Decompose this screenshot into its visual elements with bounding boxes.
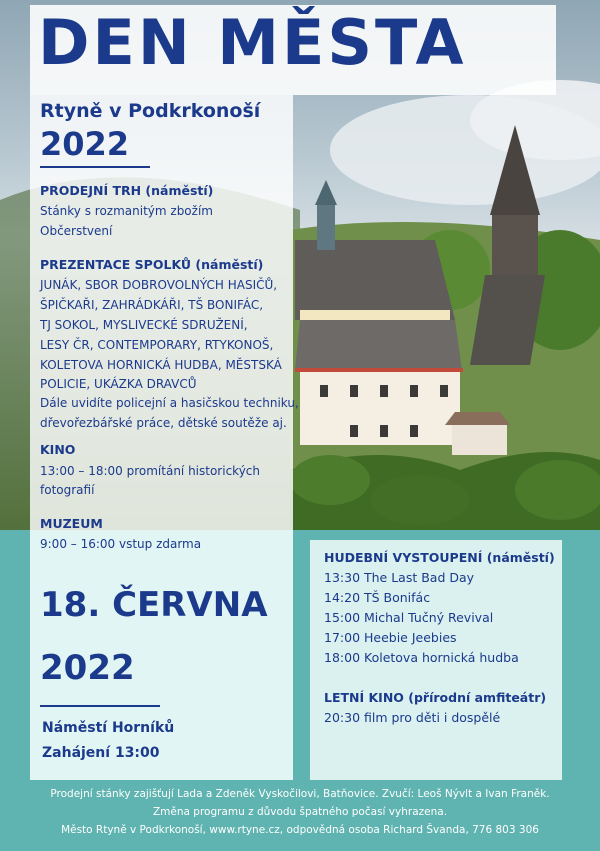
subtitle: Rtyně v Podkrkonoší <box>40 100 261 122</box>
date-underline <box>40 705 160 707</box>
spolky-line: JUNÁK, SBOR DOBROVOLNÝCH HASIČŮ, <box>40 278 278 292</box>
footer-line: Město Rtyně v Podkrkonoší, www.rtyne.cz, odpovědná osoba Richard Švanda, 776 803 306 <box>61 824 539 836</box>
spolky-line: dřevořezbářské práce, dětské soutěže aj. <box>40 416 287 430</box>
kino-line: 13:00 – 18:00 promítání historických <box>40 464 261 478</box>
summer-cinema-heading: LETNÍ KINO (přírodní amfiteátr) <box>324 690 547 705</box>
trh-heading: PRODEJNÍ TRH (náměstí) <box>40 183 214 198</box>
spolky-heading: PREZENTACE SPOLKŮ (náměstí) <box>40 257 264 272</box>
kino-heading: KINO <box>40 442 76 457</box>
music-heading: HUDEBNÍ VYSTOUPENÍ (náměstí) <box>324 550 555 565</box>
muzeum-line: 9:00 – 16:00 vstup zdarma <box>40 537 202 551</box>
spolky-line: KOLETOVA HORNICKÁ HUDBA, MĚSTSKÁ <box>40 358 282 372</box>
footer-line: Změna programu z důvodu špatného počasí vyhrazena. <box>152 806 448 818</box>
spolky-line: Dále uvidíte policejní a hasičskou techniku, <box>40 396 299 410</box>
event-start: Zahájení 13:00 <box>42 745 160 761</box>
music-item: 18:00 Koletova hornická hudba <box>324 650 519 665</box>
trh-line: Občerstvení <box>40 224 113 238</box>
event-place: Náměstí Horníků <box>42 720 175 736</box>
year-underline <box>40 166 150 168</box>
event-date-year: 2022 <box>40 648 135 688</box>
music-item: 13:30 The Last Bad Day <box>324 570 475 585</box>
footer-line: Prodejní stánky zajišťují Lada a Zdeněk Vyskočilovi, Batňovice. Zvučí: Leoš Nývlt a Ivan Franěk. <box>50 788 550 800</box>
spolky-line: POLICIE, UKÁZKA DRAVCŮ <box>40 377 197 391</box>
kino-line: fotografií <box>40 483 95 497</box>
summer-cinema-item: 20:30 film pro děti i dospělé <box>324 710 501 725</box>
spolky-line: LESY ČR, CONTEMPORARY, RTYKONOŠ, <box>40 338 274 352</box>
event-date-day-month: 18. ČERVNA <box>40 585 268 625</box>
trh-line: Stánky s rozmanitým zbožím <box>40 204 213 218</box>
main-title: DEN MĚSTA <box>38 6 467 79</box>
spolky-line: ŠPIČKAŘI, ZAHRÁDKÁŘI, TŠ BONIFÁC, <box>40 298 264 312</box>
music-item: 14:20 TŠ Bonifác <box>324 590 431 605</box>
spolky-line: TJ SOKOL, MYSLIVECKÉ SDRUŽENÍ, <box>40 318 248 332</box>
music-item: 15:00 Michal Tučný Revival <box>324 610 494 625</box>
muzeum-heading: MUZEUM <box>40 516 103 531</box>
year: 2022 <box>40 125 130 163</box>
music-item: 17:00 Heebie Jeebies <box>324 630 457 645</box>
